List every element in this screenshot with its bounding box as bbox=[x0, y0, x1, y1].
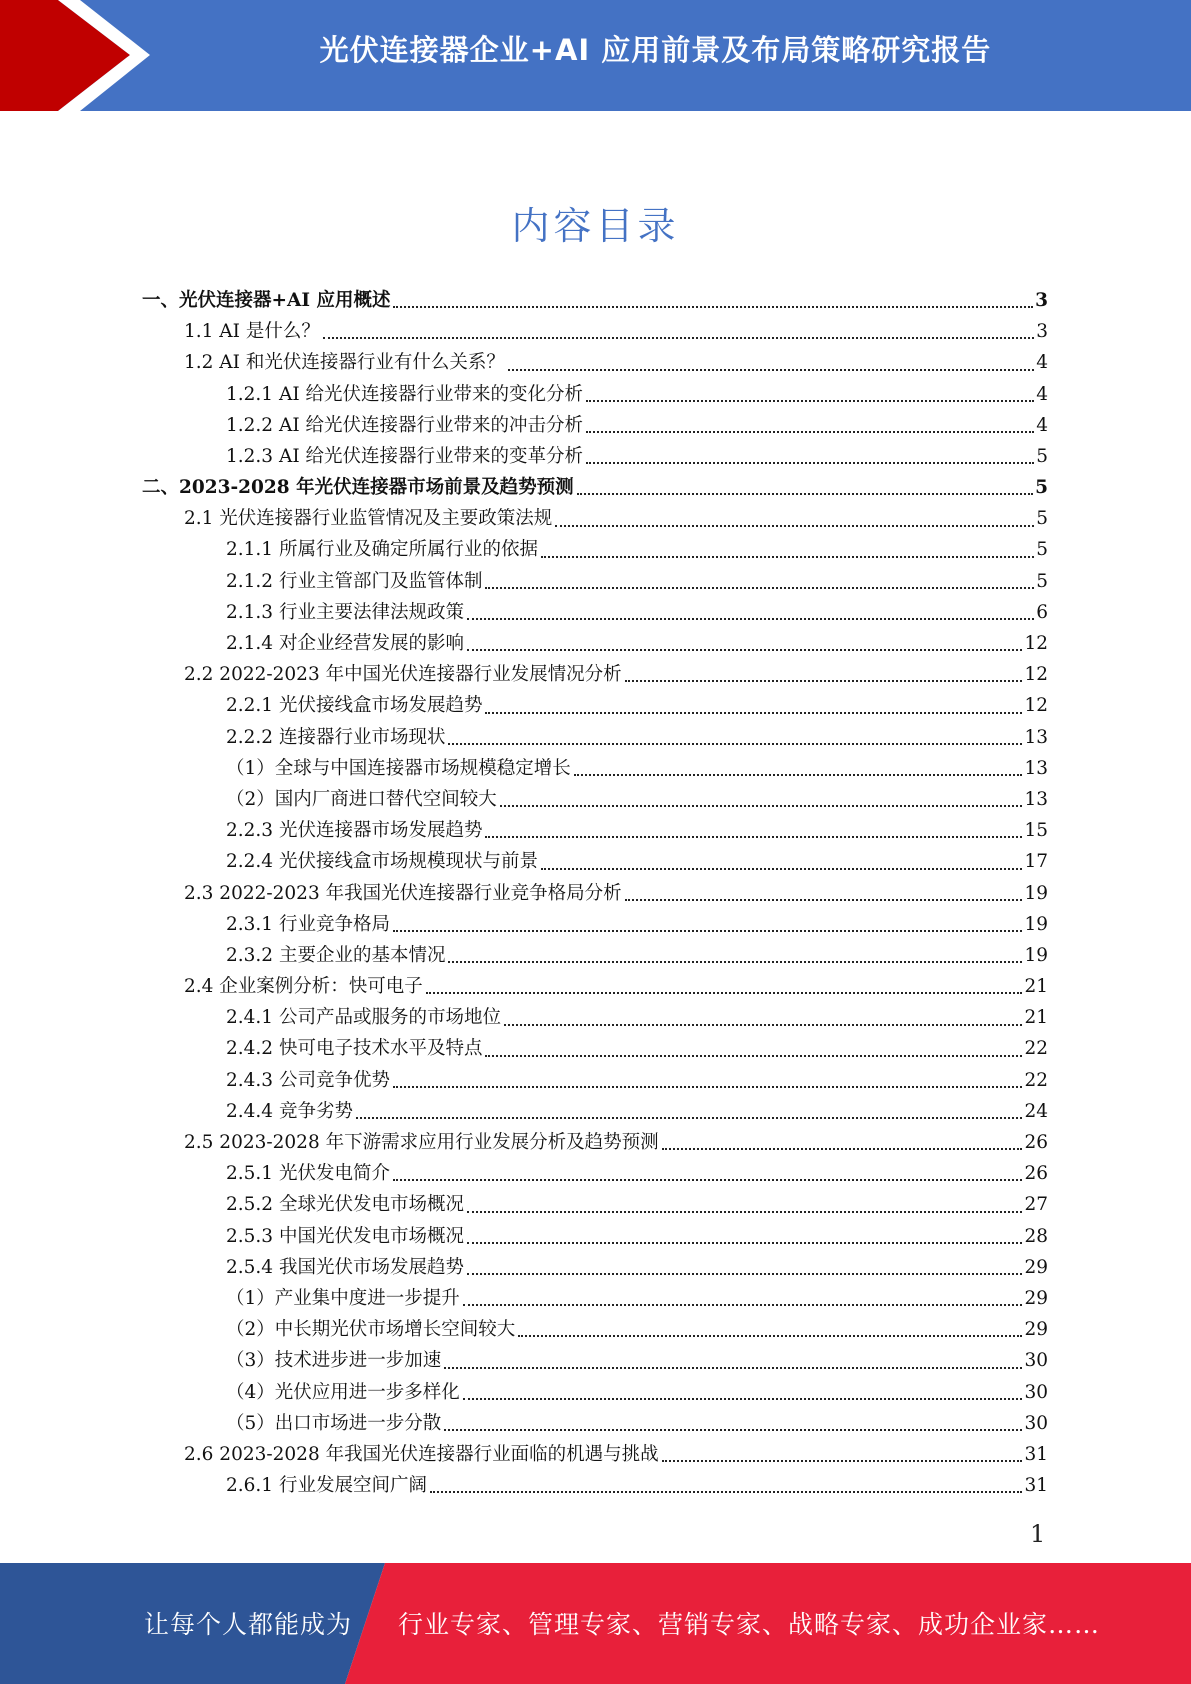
toc-entry[interactable] bbox=[142, 347, 1048, 378]
toc-leader-dots bbox=[586, 461, 1034, 464]
toc-entry[interactable] bbox=[142, 1189, 1048, 1220]
toc-leader-dots bbox=[467, 1241, 1022, 1244]
toc-entry[interactable] bbox=[142, 410, 1048, 441]
toc-entry-title: 2.3.2 主要企业的基本情况 bbox=[226, 944, 446, 966]
toc-entry-title: （4）光伏应用进一步多样化 bbox=[226, 1381, 460, 1403]
toc-leader-dots bbox=[444, 1366, 1022, 1369]
toc-entry-page: 26 bbox=[1024, 1132, 1048, 1154]
toc-entry[interactable] bbox=[142, 690, 1048, 721]
toc-entry-page: 3 bbox=[1035, 289, 1048, 311]
toc-leader-dots bbox=[662, 1459, 1023, 1462]
toc-entry-title: 1.2.2 AI 给光伏连接器行业带来的冲击分析 bbox=[226, 414, 584, 436]
toc-leader-dots bbox=[467, 617, 1034, 620]
toc-leader-dots bbox=[393, 1085, 1022, 1088]
toc-entry-title: 2.6 2023-2028 年我国光伏连接器行业面临的机遇与挑战 bbox=[184, 1443, 659, 1465]
toc-leader-dots bbox=[555, 524, 1034, 527]
toc-entry-title: 2.1.3 行业主要法律法规政策 bbox=[226, 601, 464, 623]
toc-leader-dots bbox=[463, 1303, 1023, 1306]
toc-entry[interactable] bbox=[142, 472, 1048, 503]
toc-entry-page: 29 bbox=[1024, 1319, 1048, 1341]
report-title: 光伏连接器企业+AI 应用前景及布局策略研究报告 bbox=[319, 33, 992, 67]
toc-entry-page: 27 bbox=[1024, 1194, 1048, 1216]
toc-entry-title: 1.1 AI 是什么？ bbox=[184, 321, 320, 343]
toc-entry-title: 1.2.1 AI 给光伏连接器行业带来的变化分析 bbox=[226, 383, 584, 405]
toc-entry[interactable] bbox=[142, 659, 1048, 690]
toc-entry-title: 2.2.1 光伏接线盒市场发展趋势 bbox=[226, 695, 483, 717]
toc-entry-page: 4 bbox=[1036, 414, 1048, 436]
toc-entry[interactable] bbox=[142, 1252, 1048, 1283]
toc-entry-title: （1）产业集中度进一步提升 bbox=[226, 1287, 460, 1309]
toc-entry[interactable] bbox=[142, 503, 1048, 534]
page-number: 1 bbox=[1030, 1520, 1046, 1548]
toc-leader-dots bbox=[541, 555, 1034, 558]
toc-entry[interactable] bbox=[142, 1034, 1048, 1065]
toc-entry-page: 19 bbox=[1024, 913, 1048, 935]
toc-entry-page: 26 bbox=[1024, 1163, 1048, 1185]
toc-entry-page: 30 bbox=[1024, 1381, 1048, 1403]
toc-entry[interactable] bbox=[142, 1002, 1048, 1033]
toc-entry-title: （5）出口市场进一步分散 bbox=[226, 1412, 442, 1434]
toc-leader-dots bbox=[485, 835, 1022, 838]
toc-entry-page: 19 bbox=[1024, 882, 1048, 904]
toc-entry-page: 13 bbox=[1024, 788, 1048, 810]
toc-entry[interactable] bbox=[142, 909, 1048, 940]
toc-entry[interactable] bbox=[142, 1345, 1048, 1376]
toc-leader-dots bbox=[625, 679, 1023, 682]
toc-entry-page: 4 bbox=[1036, 352, 1048, 374]
toc-leader-dots bbox=[393, 1178, 1022, 1181]
toc-entry-page: 30 bbox=[1024, 1350, 1048, 1372]
toc-leader-dots bbox=[518, 1334, 1022, 1337]
toc-entry-title: 2.3.1 行业竞争格局 bbox=[226, 913, 390, 935]
toc-entry[interactable] bbox=[142, 940, 1048, 971]
toc-entry-page: 5 bbox=[1036, 445, 1048, 467]
toc-entry-page: 29 bbox=[1024, 1256, 1048, 1278]
toc-entry-page: 30 bbox=[1024, 1412, 1048, 1434]
toc-leader-dots bbox=[463, 1397, 1023, 1400]
toc-entry-page: 31 bbox=[1024, 1475, 1048, 1497]
toc-entry-page: 12 bbox=[1024, 633, 1048, 655]
toc-entry[interactable] bbox=[142, 722, 1048, 753]
toc-leader-dots bbox=[508, 368, 1034, 371]
toc-leader-dots bbox=[448, 742, 1022, 745]
toc-entry-title: 2.4.3 公司竞争优势 bbox=[226, 1069, 390, 1091]
toc-leader-dots bbox=[586, 399, 1034, 402]
toc-leader-dots bbox=[467, 1272, 1022, 1275]
toc-entry[interactable] bbox=[142, 1096, 1048, 1127]
toc-entry-title: 二、2023-2028 年光伏连接器市场前景及趋势预测 bbox=[142, 477, 574, 499]
toc-leader-dots bbox=[586, 430, 1034, 433]
footer-slogan-right: 行业专家、管理专家、营销专家、战略专家、成功企业家…… bbox=[398, 1610, 1101, 1639]
toc-entry-title: 2.1 光伏连接器行业监管情况及主要政策法规 bbox=[184, 508, 553, 530]
toc-entry-page: 5 bbox=[1036, 570, 1048, 592]
toc-leader-dots bbox=[323, 336, 1034, 339]
toc-entry[interactable] bbox=[142, 1127, 1048, 1158]
toc-leader-dots bbox=[485, 1054, 1022, 1057]
toc-entry[interactable] bbox=[142, 753, 1048, 784]
toc-entry[interactable] bbox=[142, 535, 1048, 566]
toc-entry[interactable] bbox=[142, 441, 1048, 472]
toc-entry-title: （2）中长期光伏市场增长空间较大 bbox=[226, 1319, 516, 1341]
toc-entry-page: 24 bbox=[1024, 1100, 1048, 1122]
toc-leader-dots bbox=[577, 492, 1034, 495]
toc-leader-dots bbox=[485, 711, 1022, 714]
toc-entry-page: 3 bbox=[1036, 321, 1048, 343]
toc-leader-dots bbox=[485, 586, 1034, 589]
toc-entry-page: 28 bbox=[1024, 1225, 1048, 1247]
toc-entry[interactable] bbox=[142, 1439, 1048, 1470]
toc-entry[interactable] bbox=[142, 597, 1048, 628]
toc-entry-page: 13 bbox=[1024, 726, 1048, 748]
toc-entry-title: 2.1.2 行业主管部门及监管体制 bbox=[226, 570, 483, 592]
toc-entry-page: 12 bbox=[1024, 664, 1048, 686]
toc-entry[interactable] bbox=[142, 566, 1048, 597]
report-header-band bbox=[0, 0, 1191, 111]
toc-entry-page: 5 bbox=[1036, 508, 1048, 530]
toc-entry-title: 2.5.4 我国光伏市场发展趋势 bbox=[226, 1256, 464, 1278]
toc-leader-dots bbox=[541, 867, 1022, 870]
toc-entry[interactable] bbox=[142, 784, 1048, 815]
toc-entry-page: 12 bbox=[1024, 695, 1048, 717]
toc-leader-dots bbox=[426, 991, 1023, 994]
toc-entry-title: （1）全球与中国连接器市场规模稳定增长 bbox=[226, 757, 571, 779]
toc-entry-page: 21 bbox=[1024, 1007, 1048, 1029]
table-of-contents bbox=[142, 285, 1048, 1501]
toc-entry-title: 2.5.3 中国光伏发电市场概况 bbox=[226, 1225, 464, 1247]
toc-entry-page: 5 bbox=[1035, 477, 1048, 499]
toc-entry-page: 13 bbox=[1024, 757, 1048, 779]
toc-entry-title: 2.2.4 光伏接线盒市场规模现状与前景 bbox=[226, 851, 538, 873]
toc-entry-title: 一、光伏连接器+AI 应用概述 bbox=[142, 289, 391, 311]
toc-entry-title: 2.4.1 公司产品或服务的市场地位 bbox=[226, 1007, 501, 1029]
toc-entry-title: 2.5.2 全球光伏发电市场概况 bbox=[226, 1194, 464, 1216]
toc-entry-title: 2.6.1 行业发展空间广阔 bbox=[226, 1475, 427, 1497]
toc-leader-dots bbox=[625, 898, 1023, 901]
toc-entry-title: 1.2.3 AI 给光伏连接器行业带来的变革分析 bbox=[226, 445, 584, 467]
toc-entry[interactable] bbox=[142, 628, 1048, 659]
toc-entry[interactable] bbox=[142, 1283, 1048, 1314]
toc-leader-dots bbox=[356, 1116, 1023, 1119]
toc-entry[interactable] bbox=[142, 1065, 1048, 1096]
toc-leader-dots bbox=[448, 960, 1022, 963]
toc-entry[interactable] bbox=[142, 1377, 1048, 1408]
toc-entry[interactable] bbox=[142, 379, 1048, 410]
toc-entry-page: 29 bbox=[1024, 1287, 1048, 1309]
toc-entry-title: 2.1.4 对企业经营发展的影响 bbox=[226, 633, 464, 655]
toc-heading: 内容目录 bbox=[511, 204, 680, 248]
toc-leader-dots bbox=[393, 305, 1033, 308]
toc-entry-page: 22 bbox=[1024, 1069, 1048, 1091]
toc-entry-page: 17 bbox=[1024, 851, 1048, 873]
toc-leader-dots bbox=[393, 929, 1022, 932]
toc-entry-title: 2.5.1 光伏发电简介 bbox=[226, 1163, 390, 1185]
toc-entry-page: 15 bbox=[1024, 820, 1048, 842]
report-footer-band bbox=[0, 1563, 1191, 1684]
toc-entry-title: 2.2.2 连接器行业市场现状 bbox=[226, 726, 446, 748]
toc-entry[interactable] bbox=[142, 285, 1048, 316]
toc-entry[interactable] bbox=[142, 1470, 1048, 1501]
toc-leader-dots bbox=[430, 1490, 1022, 1493]
toc-leader-dots bbox=[504, 1023, 1022, 1026]
toc-entry[interactable] bbox=[142, 846, 1048, 877]
toc-entry-page: 6 bbox=[1036, 601, 1048, 623]
toc-entry-title: 2.2 2022-2023 年中国光伏连接器行业发展情况分析 bbox=[184, 664, 622, 686]
toc-entry[interactable] bbox=[142, 1408, 1048, 1439]
toc-entry[interactable] bbox=[142, 878, 1048, 909]
toc-entry-title: 2.4 企业案例分析：快可电子 bbox=[184, 976, 423, 998]
toc-entry-title: 2.5 2023-2028 年下游需求应用行业发展分析及趋势预测 bbox=[184, 1132, 659, 1154]
toc-leader-dots bbox=[467, 648, 1022, 651]
toc-leader-dots bbox=[662, 1147, 1023, 1150]
toc-entry[interactable] bbox=[142, 316, 1048, 347]
toc-entry-title: 1.2 AI 和光伏连接器行业有什么关系？ bbox=[184, 352, 505, 374]
toc-entry-title: 2.1.1 所属行业及确定所属行业的依据 bbox=[226, 539, 538, 561]
toc-entry[interactable] bbox=[142, 1158, 1048, 1189]
toc-entry-page: 31 bbox=[1024, 1443, 1048, 1465]
toc-entry-page: 22 bbox=[1024, 1038, 1048, 1060]
toc-leader-dots bbox=[467, 1210, 1022, 1213]
toc-entry-page: 4 bbox=[1036, 383, 1048, 405]
toc-entry-title: （3）技术进步进一步加速 bbox=[226, 1350, 442, 1372]
toc-entry[interactable] bbox=[142, 1314, 1048, 1345]
footer-slogan-left: 让每个人都能成为 bbox=[144, 1610, 353, 1639]
toc-entry-page: 19 bbox=[1024, 944, 1048, 966]
toc-entry-title: （2）国内厂商进口替代空间较大 bbox=[226, 788, 497, 810]
toc-leader-dots bbox=[444, 1428, 1022, 1431]
toc-entry-title: 2.2.3 光伏连接器市场发展趋势 bbox=[226, 820, 483, 842]
toc-leader-dots bbox=[500, 804, 1023, 807]
toc-leader-dots bbox=[574, 773, 1023, 776]
toc-entry[interactable] bbox=[142, 1221, 1048, 1252]
toc-entry-title: 2.4.4 竞争劣势 bbox=[226, 1100, 353, 1122]
toc-entry[interactable] bbox=[142, 815, 1048, 846]
toc-entry[interactable] bbox=[142, 971, 1048, 1002]
toc-entry-title: 2.3 2022-2023 年我国光伏连接器行业竞争格局分析 bbox=[184, 882, 622, 904]
toc-entry-title: 2.4.2 快可电子技术水平及特点 bbox=[226, 1038, 483, 1060]
toc-entry-page: 5 bbox=[1036, 539, 1048, 561]
toc-entry-page: 21 bbox=[1024, 976, 1048, 998]
